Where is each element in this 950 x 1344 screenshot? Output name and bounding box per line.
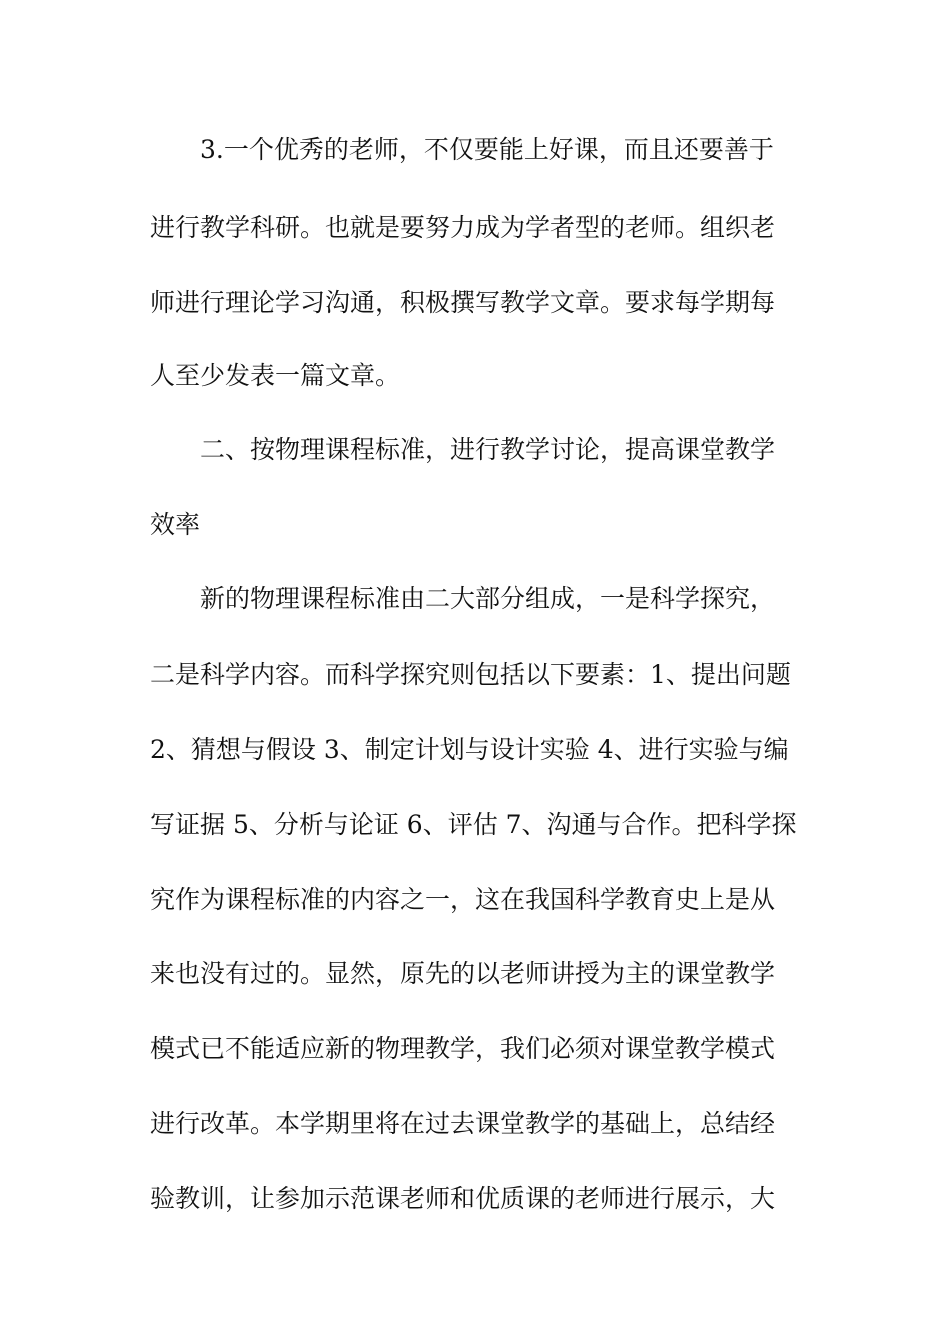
text-line: 二是科学内容。而科学探究则包括以下要素：1、提出问题: [150, 660, 791, 689]
text-line: 来也没有过的。显然，原先的以老师讲授为主的课堂教学: [150, 959, 776, 988]
text-line: 究作为课程标准的内容之一，这在我国科学教育史上是从: [150, 885, 776, 914]
text-line: 3.一个优秀的老师，不仅要能上好课，而且还要善于: [200, 135, 774, 164]
text-line: 师进行理论学习沟通，积极撰写教学文章。要求每学期每: [150, 288, 776, 317]
section-heading-continuation: 效率: [150, 510, 201, 539]
text-line: 模式已不能适应新的物理教学，我们必须对课堂教学模式: [150, 1034, 776, 1063]
text-line: 写证据 5、分析与论证 6、评估 7、沟通与合作。把科学探: [150, 810, 797, 839]
section-heading: 二、按物理课程标准，进行教学讨论，提高课堂教学: [200, 435, 776, 464]
text-line: 新的物理课程标准由二大部分组成，一是科学探究，: [200, 584, 776, 613]
text-line: 人至少发表一篇文章。: [150, 361, 401, 390]
text-line: 2、猜想与假设 3、制定计划与设计实验 4、进行实验与编: [150, 735, 789, 764]
text-line: 验教训，让参加示范课老师和优质课的老师进行展示，大: [150, 1184, 776, 1213]
text-line: 进行改革。本学期里将在过去课堂教学的基础上，总结经: [150, 1109, 776, 1138]
text-line: 进行教学科研。也就是要努力成为学者型的老师。组织老: [150, 213, 776, 242]
